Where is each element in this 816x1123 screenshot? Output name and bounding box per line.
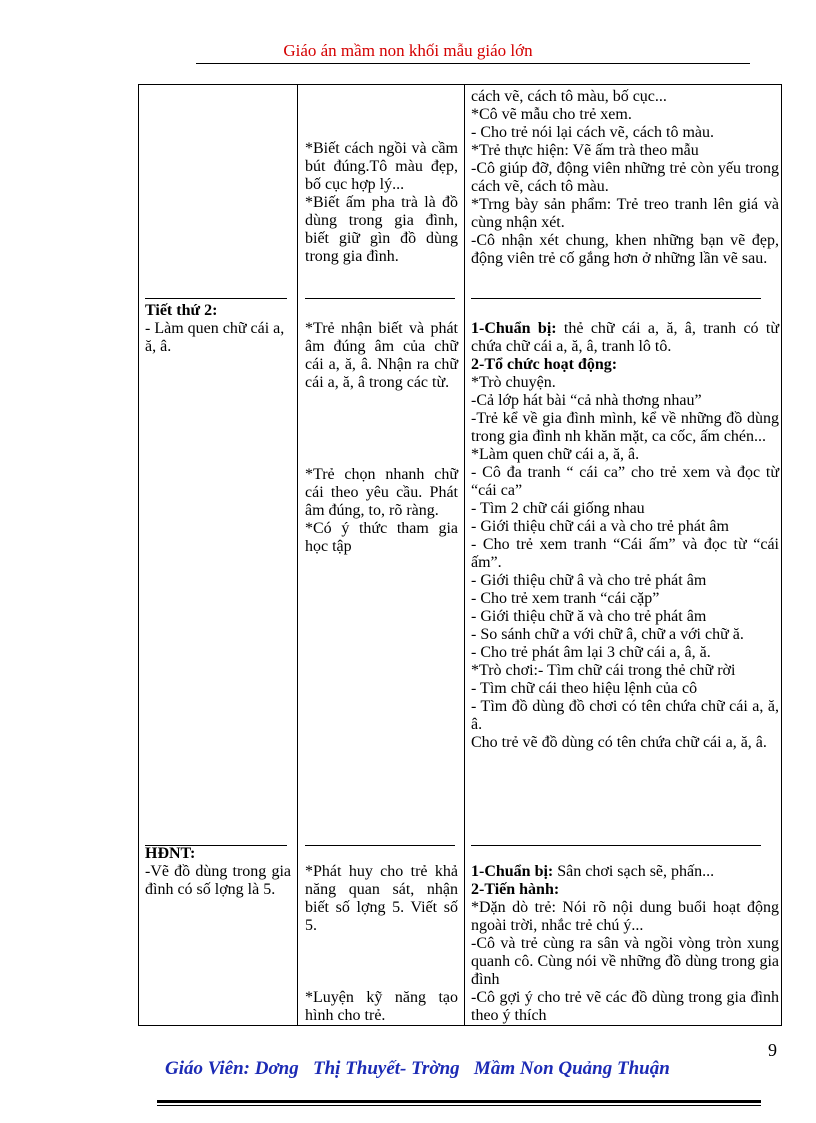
section2-objectives-b xyxy=(305,466,458,556)
activity-line: - Giới thiệu chữ â và cho trẻ phát âm xyxy=(471,572,707,589)
activity-line: - Giới thiệu chữ cái a và cho trẻ phát âm xyxy=(471,518,729,535)
page-number: 9 xyxy=(768,1040,777,1060)
activity-line: *Dặn dò trẻ: Nói rõ nội dung buổi hoạt động ngoài trời, nhắc trẻ chú ý... xyxy=(471,899,779,934)
section2-heading: Tiết thứ 2: xyxy=(145,302,218,319)
section3-topic xyxy=(145,845,291,899)
activity-line: *Trò chơi:- Tìm chữ cái trong thẻ chữ rời xyxy=(471,662,736,679)
activity-line: -Cô và trẻ cùng ra sân và ngồi vòng tròn xung quanh cô. Cùng nói về những đồ dùng trong gia đình xyxy=(471,935,779,988)
topic-text: -Vẽ đồ dùng trong gia đình có số lợng là 5. xyxy=(145,863,291,898)
section-separator xyxy=(471,298,761,299)
activity-line: -Cô gợi ý cho trẻ vẽ các đồ dùng trong gia đình theo ý thích xyxy=(471,989,779,1024)
header-title: Giáo án mầm non khối mẫu giáo lớn xyxy=(283,41,533,60)
activity-line: - Cho trẻ phát âm lại 3 chữ cái a, â, ă. xyxy=(471,644,711,661)
objective-text: *Biết ấm pha trà là đồ dùng trong gia đình, biết giữ gìn đồ dùng trong gia đình. xyxy=(305,194,458,265)
objective-text: *Phát huy cho trẻ khả năng quan sát, nhận biết số lợng 5. Viết số 5. xyxy=(305,863,458,934)
activity-line: - Cô đa tranh “ cái ca” cho trẻ xem và đọc từ “cái ca” xyxy=(471,464,779,499)
proc-label: 2-Tiến hành: xyxy=(471,881,560,898)
section3-activities xyxy=(471,863,779,1025)
section1-objectives xyxy=(305,140,458,266)
activity-line: - Cho trẻ xem tranh “cái cặp” xyxy=(471,590,660,607)
section2-activities xyxy=(471,320,779,752)
objective-text: *Trẻ chọn nhanh chữ cái theo yêu cầu. Phát âm đúng, to, rõ ràng. xyxy=(305,466,458,519)
objective-text: *Biết cách ngồi và cầm bút đúng.Tô màu đẹp, bố cục hợp lý... xyxy=(305,140,458,193)
lesson-table xyxy=(138,84,782,1026)
activity-line: *Trng bày sản phẩm: Trẻ treo tranh lên giá và cùng nhận xét. xyxy=(471,196,779,231)
topic-text: - Làm quen chữ cái a, ă, â. xyxy=(145,320,285,355)
footer-text: Giáo Viên: Dơng Thị Thuyết- Trờng Mầm Non Quảng Thuận xyxy=(165,1058,670,1079)
activity-line: *Cô vẽ mẫu cho trẻ xem. xyxy=(471,106,632,123)
activity-line: - Tìm chữ cái theo hiệu lệnh của cô xyxy=(471,680,698,697)
activity-line: -Trẻ kể về gia đình mình, kể về những đồ dùng trong gia đình nh khăn mặt, ca cốc, ấm chén... xyxy=(471,410,779,445)
section-separator xyxy=(145,298,287,299)
activity-line: *Trẻ thực hiện: Vẽ ấm trà theo mẫu xyxy=(471,142,699,159)
activity-line: *Trò chuyện. xyxy=(471,374,556,391)
section1-activities xyxy=(471,88,779,268)
activity-line: - So sánh chữ a với chữ â, chữ a với chữ ă. xyxy=(471,626,744,643)
activity-line: - Giới thiệu chữ ă và cho trẻ phát âm xyxy=(471,608,707,625)
org-label: 2-Tổ chức hoạt động: xyxy=(471,356,618,373)
prep-label: 1-Chuẩn bị: xyxy=(471,863,554,880)
activity-line: - Cho trẻ nói lại cách vẽ, cách tô màu. xyxy=(471,124,715,141)
section2-topic xyxy=(145,302,291,356)
section3-heading: HĐNT: xyxy=(145,845,196,862)
prep-text: Sân chơi sạch sẽ, phấn... xyxy=(553,863,715,880)
section-separator xyxy=(305,845,455,846)
activity-line: Cho trẻ vẽ đồ dùng có tên chứa chữ cái a, ă, â. xyxy=(471,734,767,751)
column-divider xyxy=(464,85,465,1025)
activity-line: - Cho trẻ xem tranh “Cái ấm” và đọc từ “cái ấm”. xyxy=(471,536,779,571)
activity-line: -Cô nhận xét chung, khen những bạn vẽ đẹp, động viên trẻ cố gắng hơn ở những lần vẽ sau. xyxy=(471,232,779,267)
section2-objectives-a xyxy=(305,320,458,392)
activity-line: -Cả lớp hát bài “cả nhà thơng nhau” xyxy=(471,392,702,409)
section3-objectives-a xyxy=(305,863,458,935)
objective-text: *Trẻ nhận biết và phát âm đúng âm của chữ cái a, ă, â. Nhận ra chữ cái a, ă, â trong các từ. xyxy=(305,320,458,391)
objective-text: *Luyện kỹ năng tạo hình cho trẻ. xyxy=(305,989,458,1024)
prep-label: 1-Chuẩn bị: xyxy=(471,320,557,337)
section3-objectives-b xyxy=(305,989,458,1025)
section-separator xyxy=(471,845,761,846)
prep-text: thẻ chữ cái a, ă, â, tranh có từ chứa chữ cái a, ă, â, tranh lô tô. xyxy=(471,320,779,355)
activity-line: cách vẽ, cách tô màu, bố cục... xyxy=(471,88,667,105)
activity-line: - Tìm đồ dùng đồ chơi có tên chứa chữ cái a, ă, â. xyxy=(471,698,779,733)
section-separator xyxy=(305,298,455,299)
column-divider xyxy=(297,85,298,1025)
header-rule xyxy=(196,63,750,64)
footer-rule xyxy=(157,1100,761,1103)
footer-rule xyxy=(157,1105,761,1106)
activity-line: - Tìm 2 chữ cái giống nhau xyxy=(471,500,645,517)
activity-line: -Cô giúp đỡ, động viên những trẻ còn yếu trong cách vẽ, cách tô màu. xyxy=(471,160,779,195)
objective-text: *Có ý thức tham gia học tập xyxy=(305,520,458,555)
activity-line: *Làm quen chữ cái a, ă, â. xyxy=(471,446,640,463)
